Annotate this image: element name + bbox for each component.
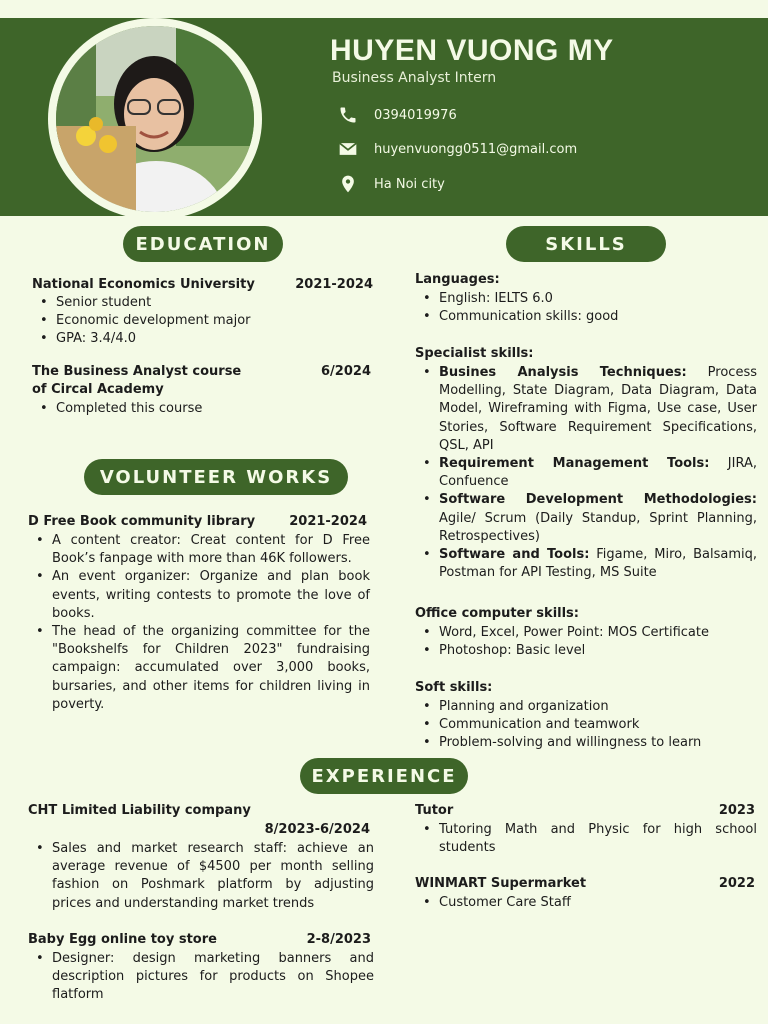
education-heading: EDUCATION — [123, 226, 283, 262]
education-date-2: 6/2024 — [321, 364, 371, 379]
experience-list-2 — [28, 950, 374, 1005]
list-item: • Planning and organization — [415, 698, 757, 716]
location-text: Ha Noi city — [374, 176, 445, 192]
languages-label: Languages: — [415, 272, 500, 287]
specialist-text-3: Agile/ Scrum (Daily Standup, Sprint Planning, Retrospectives) — [439, 510, 757, 544]
profile-photo — [56, 26, 254, 212]
list-item: • Tutoring Math and Physic for high school students — [415, 821, 757, 857]
education-title-2-line2: of Circal Academy — [32, 382, 164, 397]
education-title-2 — [32, 363, 292, 399]
experience-date-1: 8/2023-6/2024 — [264, 822, 370, 837]
specialist-text-4: Figame, Miro, Balsamiq, Postman for API Testing, MS Suite — [439, 547, 757, 581]
specialist-list — [415, 364, 757, 582]
specialist-label-2: Requirement Management Tools: — [439, 456, 710, 472]
education-title-2-line1: The Business Analyst course — [32, 364, 242, 379]
education-date-1: 2021-2024 — [295, 277, 373, 292]
office-list — [415, 624, 757, 660]
specialist-label-3: Software Development Methodologies: — [439, 492, 757, 508]
education-title-1: National Economics University — [32, 277, 255, 292]
experience-list-1 — [28, 840, 374, 913]
list-item: • Communication skills: good — [415, 308, 757, 326]
list-item: • Problem-solving and willingness to learn — [415, 734, 757, 752]
languages-list — [415, 290, 757, 326]
list-item: • Sales and market research staff: achieve an average revenue of $4500 per month selling fashion on Poshmark platform by adjusting prices and understanding market trends — [28, 840, 374, 913]
experience-title-4: WINMART Supermarket — [415, 876, 587, 891]
volunteer-heading: VOLUNTEER WORKS — [84, 459, 348, 495]
contact-phone — [338, 105, 457, 125]
specialist-text-2: JIRA, Confuence — [439, 456, 757, 490]
list-item — [415, 491, 757, 546]
list-item: • Photoshop: Basic level — [415, 642, 757, 660]
list-item: • English: IELTS 6.0 — [415, 290, 757, 308]
experience-heading: EXPERIENCE — [300, 758, 468, 794]
experience-title-3: Tutor — [415, 803, 454, 818]
volunteer-date: 2021-2024 — [289, 514, 367, 529]
experience-date-3: 2023 — [718, 803, 755, 818]
experience-list-4 — [415, 894, 757, 912]
education-list-1 — [32, 294, 372, 349]
list-item: • Word, Excel, Power Point: MOS Certificate — [415, 624, 757, 642]
volunteer-title: D Free Book community library — [28, 514, 256, 529]
contact-email — [338, 139, 577, 159]
list-item: • An event organizer: Organize and plan book events, writing contests to promote the love of books. — [28, 568, 370, 623]
experience-date-2: 2-8/2023 — [306, 932, 371, 947]
soft-list — [415, 698, 757, 753]
list-item — [415, 455, 757, 491]
experience-list-3 — [415, 821, 757, 857]
skills-heading: SKILLS — [506, 226, 666, 262]
volunteer-list — [28, 532, 370, 714]
location-pin-icon — [338, 174, 358, 194]
list-item: • Communication and teamwork — [415, 716, 757, 734]
soft-label: Soft skills: — [415, 680, 493, 695]
specialist-label: Specialist skills: — [415, 346, 534, 361]
experience-title-1: CHT Limited Liability company — [28, 803, 251, 818]
email-address[interactable]: huyenvuongg0511@gmail.com — [374, 141, 578, 157]
phone-number[interactable]: 0394019976 — [374, 107, 457, 123]
education-list-2 — [32, 400, 372, 418]
list-item — [415, 546, 757, 582]
specialist-label-4: Software and Tools: — [439, 547, 590, 563]
list-item: • Senior student — [32, 294, 372, 312]
mail-icon — [338, 139, 358, 159]
contact-location — [338, 174, 445, 194]
specialist-label-1: Busines Analysis Techniques: — [439, 365, 687, 380]
list-item: • Completed this course — [32, 400, 372, 418]
list-item: • A content creator: Creat content for D Free Book’s fanpage with more than 46K followers. — [28, 532, 370, 568]
list-item — [415, 364, 757, 455]
candidate-role: Business Analyst Intern — [332, 70, 497, 86]
experience-title-2: Baby Egg online toy store — [28, 932, 217, 947]
specialist-text-1: Process Modelling, State Diagram, Data Diagram, Data Model, Wireframing with Figma, Use case, User Stories, Software Requirement Specifications, QSL, API — [439, 365, 757, 453]
list-item: • Economic development major — [32, 312, 372, 330]
list-item: • The head of the organizing committee for the "Bookshelfs for Children 2023" fundraising campaign: accumulated over 3,000 books, bursaries, and other items for children living in poverty. — [28, 623, 370, 714]
experience-date-4: 2022 — [718, 876, 755, 891]
phone-icon — [338, 105, 358, 125]
list-item: • Designer: design marketing banners and description pictures for products on Shopee flatform — [28, 950, 374, 1005]
office-label: Office computer skills: — [415, 606, 579, 621]
list-item: • Customer Care Staff — [415, 894, 757, 912]
candidate-name: HUYEN VUONG MY — [330, 34, 614, 67]
list-item: • GPA: 3.4/4.0 — [32, 330, 372, 348]
